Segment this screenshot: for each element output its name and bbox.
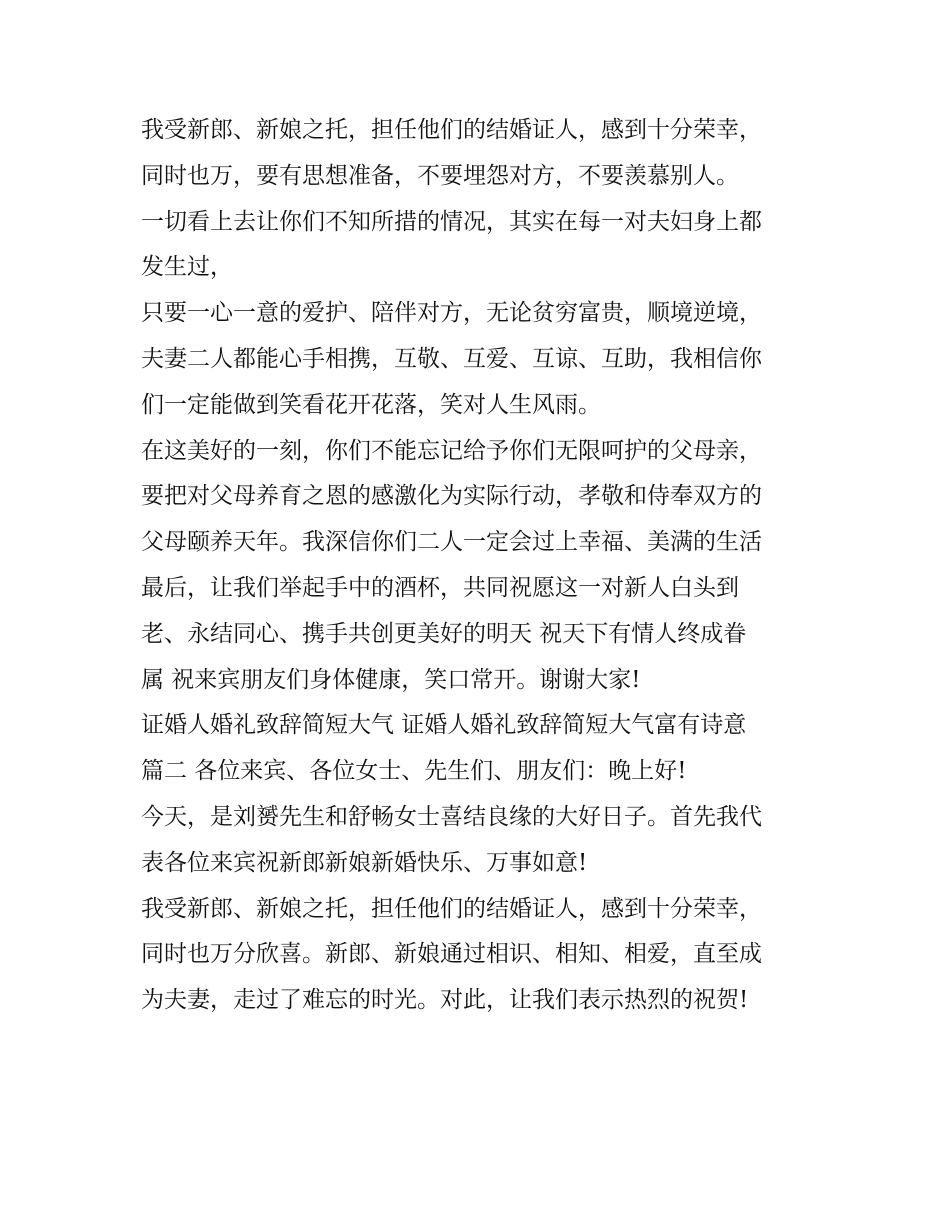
text-line: 同时也万分欣喜。新郎、新娘通过相识、相知、相爱，直至成 — [141, 941, 762, 968]
text-line: 今天，是刘赟先生和舒畅女士喜结良缘的大好日子。首先我代 — [141, 803, 762, 830]
text-line: 我受新郎、新娘之托，担任他们的结婚证人，感到十分荣幸， — [141, 117, 762, 143]
text-line: 篇二 各位来宾、各位女士、先生们、朋友们：晚上好! — [141, 758, 687, 785]
body-text — [141, 108, 831, 1024]
text-line: 为夫妻，走过了难忘的时光。对此，让我们表示热烈的祝贺! — [141, 987, 749, 1014]
text-line: 发生过， — [141, 254, 233, 281]
text-line: 最后，让我们举起手中的酒杯，共同祝愿这一对新人白头到 — [141, 574, 739, 601]
text-line: 夫妻二人都能心手相携，互敬、互爱、互谅、互助，我相信你 — [141, 345, 762, 372]
text-line: 同时也万，要有思想准备，不要埋怨对方，不要羡慕别人。 — [141, 162, 739, 189]
text-line: 要把对父母养育之恩的感激化为实际行动，孝敬和侍奉双方的 — [141, 483, 762, 510]
text-line: 只要一心一意的爱护、陪伴对方，无论贫穷富贵，顺境逆境， — [141, 300, 762, 327]
text-line: 一切看上去让你们不知所措的情况，其实在每一对夫妇身上都 — [141, 208, 762, 235]
text-line: 我受新郎、新娘之托，担任他们的结婚证人，感到十分荣幸， — [141, 895, 762, 922]
text-line: 在这美好的一刻，你们不能忘记给予你们无限呵护的父母亲， — [141, 437, 762, 464]
text-line: 表各位来宾祝新郎新娘新婚快乐、万事如意! — [141, 849, 588, 876]
text-line: 老、永结同心、携手共创更美好的明天 祝天下有情人终成眷 — [141, 620, 747, 647]
text-line: 父母颐养天年。我深信你们二人一定会过上幸福、美满的生活 — [141, 529, 762, 556]
text-line: 属 祝来宾朋友们身体健康，笑口常开。谢谢大家! — [141, 666, 641, 693]
text-line: 证婚人婚礼致辞简短大气 证婚人婚礼致辞简短大气富有诗意 — [141, 712, 747, 739]
text-line: 们一定能做到笑看花开花落，笑对人生风雨。 — [141, 391, 601, 418]
